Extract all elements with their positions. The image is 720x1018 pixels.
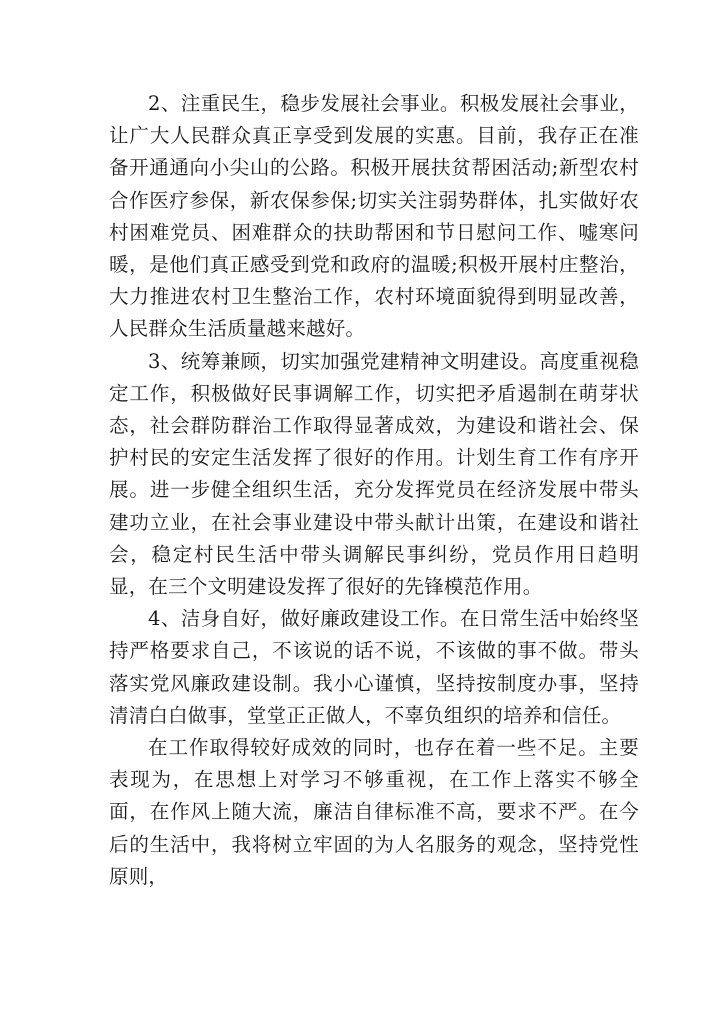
paragraph-party-building: 3、统筹兼顾，切实加强党建精神文明建设。高度重视稳定工作，积极做好民事调解工作，切实把矛盾遏制在萌芽状态，社会群防群治工作取得显著成效，为建设和谐社会、保护村民的安定生活发挥了很好的作用。计划生育工作有序开展。进一步健全组织生活，充分发挥党员在经济发展中带头建功立业，在社会事业建设中带头献计出策，在建设和谐社会，稳定村民生活中带头调解民事纠纷，党员作用日趋明显，在三个文明建设发挥了很好的先锋模范作用。 (109, 349, 639, 599)
paragraph-integrity: 4、洁身自好，做好廉政建设工作。在日常生活中始终坚持严格要求自己，不该说的话不说，不该做的事不做。带头落实党风廉政建设制。我小心谨慎，坚持按制度办事，坚持清清白白做事，堂堂正正做人，不辜负组织的培养和信任。 (109, 607, 639, 727)
document-page (109, 88, 639, 893)
paragraph-shortcomings: 在工作取得较好成效的同时，也存在着一些不足。主要表现为，在思想上对学习不够重视，在工作上落实不够全面，在作风上随大流，廉洁自律标准不高，要求不严。在今后的生活中，我将树立牢固的为人名服务的观念，坚持党性原则， (109, 736, 639, 888)
paragraph-livelihood: 2、注重民生，稳步发展社会事业。积极发展社会事业，让广大人民群众真正享受到发展的实惠。目前，我存正在准备开通通向小尖山的公路。积极开展扶贫帮困活动;新型农村合作医疗参保，新农保参保;切实关注弱势群体，扎实做好农村困难党员、困难群众的扶助帮困和节日慰问工作、嘘寒问暖，是他们真正感受到党和政府的温暖;积极开展村庄整治，大力推进农村卫生整治工作，农村环境面貌得到明显改善，人民群众生活质量越来越好。 (109, 92, 639, 341)
